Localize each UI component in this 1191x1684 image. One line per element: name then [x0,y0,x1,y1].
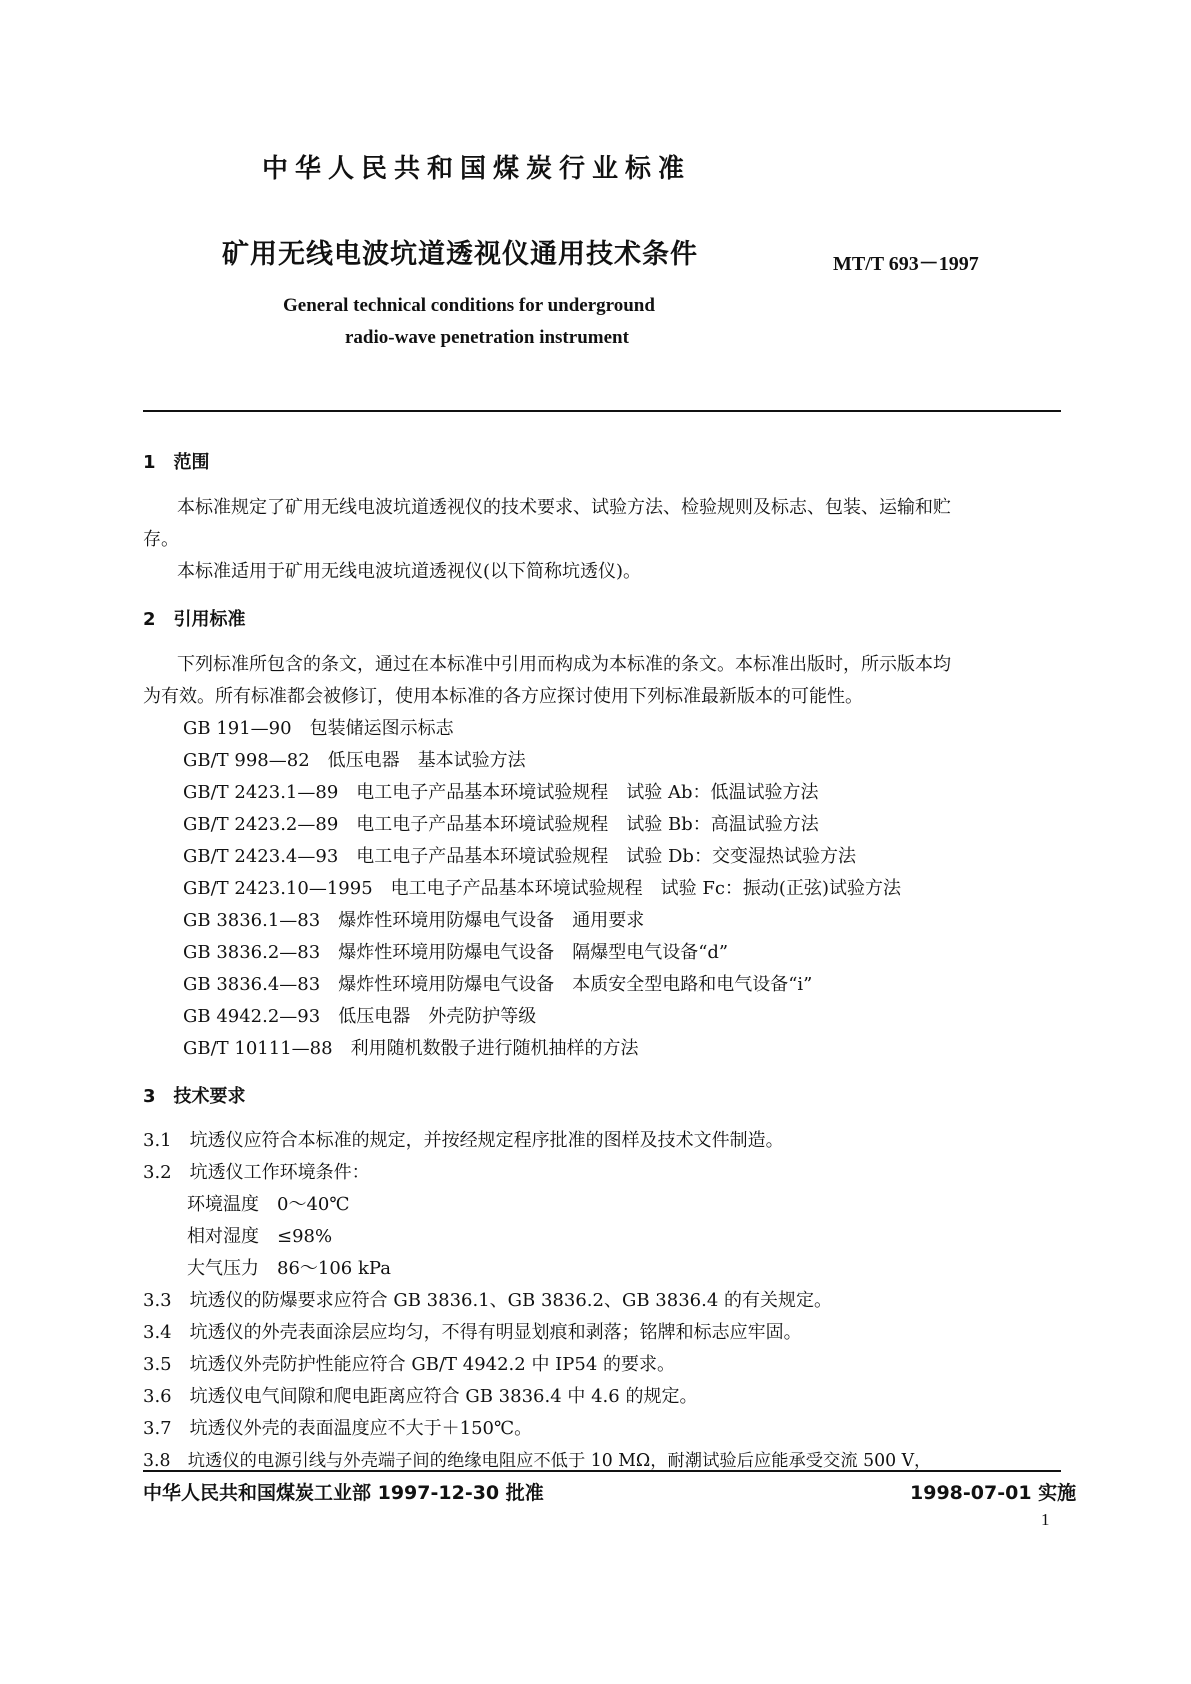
clause-item: 3.6 坑透仪电气间隙和爬电距离应符合 GB 3836.4 中 4.6 的规定。 [143,1386,698,1407]
section2-heading: 2 引用标准 [143,609,246,630]
reference-item: GB 3836.1—83 爆炸性环境用防爆电气设备 通用要求 [183,910,645,931]
reference-item: GB/T 2423.2—89 电工电子产品基本环境试验规程 试验 Bb：高温试验方法 [183,814,819,835]
reference-item: GB/T 2423.4—93 电工电子产品基本环境试验规程 试验 Db：交变湿热试验方法 [183,846,856,867]
clause-item: 3.5 坑透仪外壳防护性能应符合 GB/T 4942.2 中 IP54 的要求。 [143,1354,676,1375]
clause-item: 3.2 坑透仪工作环境条件： [143,1162,370,1183]
clause-item: 3.3 坑透仪的防爆要求应符合 GB 3836.1、GB 3836.2、GB 3836.4 的有关规定。 [143,1290,832,1311]
reference-item: GB 3836.4—83 爆炸性环境用防爆电气设备 本质安全型电路和电气设备“i” [183,974,813,995]
reference-item: GB/T 998—82 低压电器 基本试验方法 [183,750,526,771]
reference-item: GB/T 10111—88 利用随机数骰子进行随机抽样的方法 [183,1038,639,1059]
clause-item: 3.8 坑透仪的电源引线与外壳端子间的绝缘电阻应不低于 10 MΩ，耐潮试验后应能承受交流 500 V， [143,1451,932,1471]
section1-para1-line2: 存。 [143,529,179,550]
reference-item: GB/T 2423.1—89 电工电子产品基本环境试验规程 试验 Ab：低温试验方法 [183,782,819,803]
environment-condition: 大气压力 86～106 kPa [187,1258,391,1279]
english-title-line2: radio-wave penetration instrument [345,327,629,348]
section3-heading: 3 技术要求 [143,1086,246,1107]
section1-para2: 本标准适用于矿用无线电波坑道透视仪(以下简称坑透仪)。 [177,561,642,582]
reference-item: GB 3836.2—83 爆炸性环境用防爆电气设备 隔爆型电气设备“d” [183,942,729,963]
implementation-date: 1998-07-01 实施 [910,1482,1077,1504]
document-title: 矿用无线电波坑道透视仪通用技术条件 [222,239,698,270]
environment-condition: 相对湿度 ≤98% [187,1226,333,1247]
footer-divider [143,1470,1061,1472]
clause-item: 3.1 坑透仪应符合本标准的规定，并按经规定程序批准的图样及技术文件制造。 [143,1130,784,1151]
reference-item: GB 191—90 包装储运图示标志 [183,718,454,739]
header-divider [143,410,1061,412]
section2-para1-line2: 为有效。所有标准都会被修订，使用本标准的各方应探讨使用下列标准最新版本的可能性。 [143,686,863,707]
reference-item: GB 4942.2—93 低压电器 外壳防护等级 [183,1006,537,1027]
standard-category-title: 中华人民共和国煤炭行业标准 [262,154,692,184]
reference-item: GB/T 2423.10—1995 电工电子产品基本环境试验规程 试验 Fc：振动(正弦)试验方法 [183,878,901,899]
english-title-line1: General technical conditions for underground [283,295,655,316]
page-number: 1 [1041,1510,1050,1529]
clause-item: 3.4 坑透仪的外壳表面涂层应均匀，不得有明显划痕和剥落；铭牌和标志应牢固。 [143,1322,802,1343]
document-code: MT/T 693－1997 [833,253,979,275]
section2-para1-line1: 下列标准所包含的条文，通过在本标准中引用而构成为本标准的条文。本标准出版时，所示版本均 [177,654,951,675]
environment-condition: 环境温度 0～40℃ [187,1194,350,1215]
approval-info: 中华人民共和国煤炭工业部 1997-12-30 批准 [143,1482,544,1504]
section1-heading: 1 范围 [143,452,210,473]
section1-para1-line1: 本标准规定了矿用无线电波坑道透视仪的技术要求、试验方法、检验规则及标志、包装、运输和贮 [177,497,951,518]
clause-item: 3.7 坑透仪外壳的表面温度应不大于＋150℃。 [143,1418,533,1439]
